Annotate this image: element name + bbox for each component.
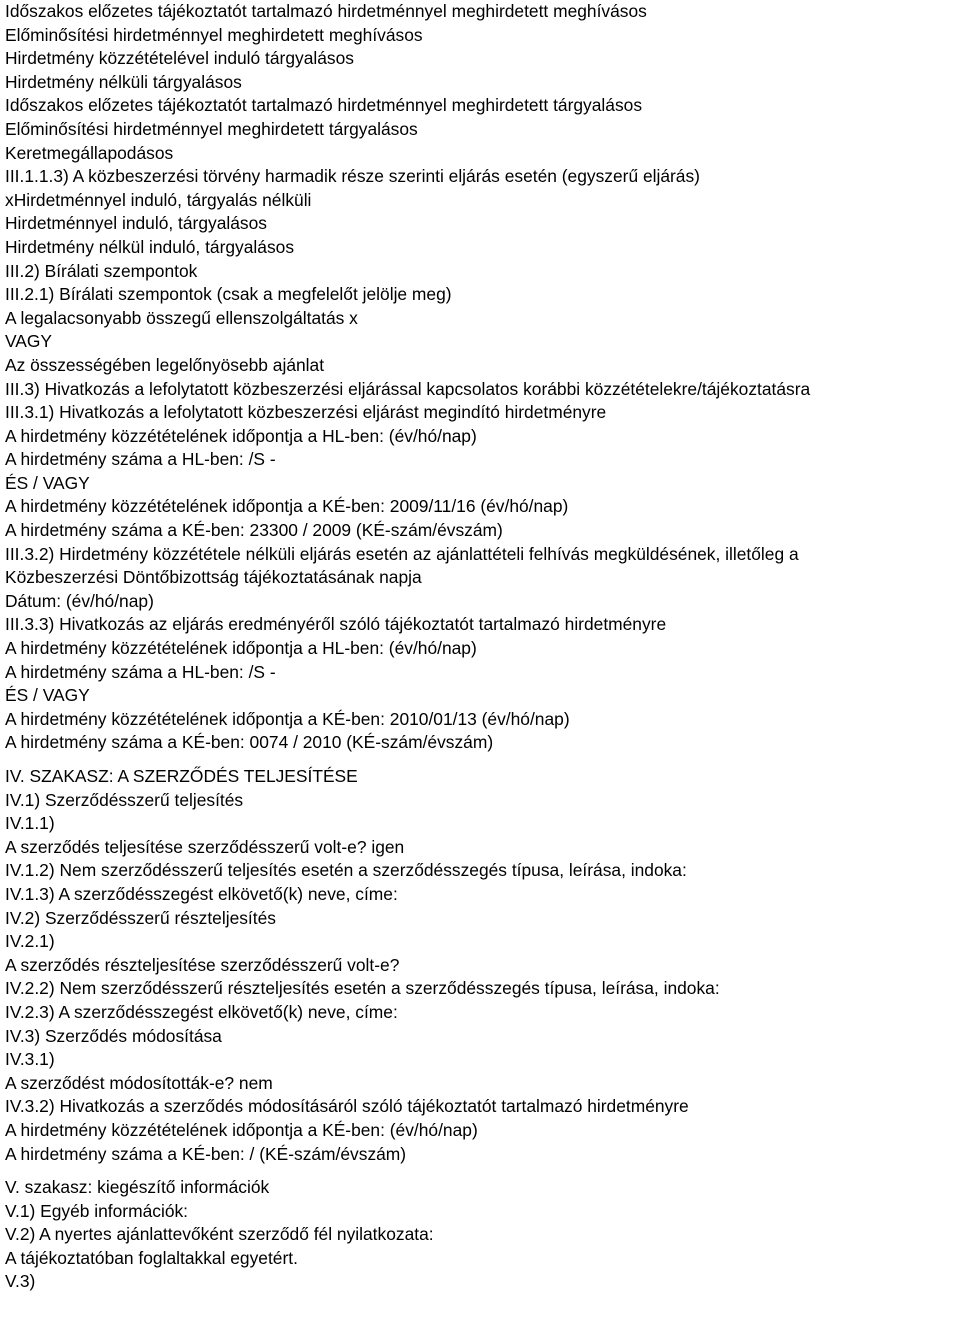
document-line: A szerződés teljesítése szerződésszerű volt-e? igen <box>5 836 405 857</box>
document-line: IV.3) Szerződés módosítása <box>5 1025 222 1046</box>
document-line: Az összességében legelőnyösebb ajánlat <box>5 354 325 375</box>
document-line: III.3.2) Hirdetmény közzététele nélküli eljárás esetén az ajánlattételi felhívás megküldésének, illetőleg a <box>5 543 799 564</box>
document-line: V.2) A nyertes ajánlattevőként szerződő fél nyilatkozata: <box>5 1224 434 1245</box>
document-line: ÉS / VAGY <box>5 685 90 706</box>
document-line: Keretmegállapodásos <box>5 142 174 163</box>
document-line: VAGY <box>5 331 53 352</box>
document-line: IV.3.1) <box>5 1049 55 1070</box>
document-line: III.3.1) Hivatkozás a lefolytatott közbeszerzési eljárást megindító hirdetményre <box>5 402 607 423</box>
document-line: III.2) Bírálati szempontok <box>5 260 198 281</box>
document-line: A hirdetmény száma a KÉ-ben: 0074 / 2010 (KÉ-szám/évszám) <box>5 732 494 753</box>
document-line: III.1.1.3) A közbeszerzési törvény harmadik része szerinti eljárás esetén (egyszerű eljárás) <box>5 166 700 187</box>
document-line: A hirdetmény közzétételének időpontja a KÉ-ben: 2010/01/13 (év/hó/nap) <box>5 708 570 729</box>
document-line: Közbeszerzési Döntőbizottság tájékoztatásának napja <box>5 567 422 588</box>
document-line: IV.2) Szerződésszerű részteljesítés <box>5 907 276 928</box>
section-iii-block <box>5 0 955 755</box>
document-line: V. szakasz: kiegészítő információk <box>5 1177 270 1198</box>
document-line: ÉS / VAGY <box>5 472 90 493</box>
document-line: A tájékoztatóban foglaltakkal egyetért. <box>5 1247 298 1268</box>
section-iv-block <box>5 765 955 1166</box>
document-line: Hirdetmény nélküli tárgyalásos <box>5 71 242 92</box>
document-line: Hirdetménnyel induló, tárgyalásos <box>5 213 267 234</box>
section-v-block <box>5 1176 955 1294</box>
document-line: Hirdetmény nélkül induló, tárgyalásos <box>5 236 295 257</box>
document-line: A hirdetmény közzétételének időpontja a KÉ-ben: (év/hó/nap) <box>5 1119 478 1140</box>
document-line: A hirdetmény száma a HL-ben: /S - <box>5 449 276 470</box>
document-line: A legalacsonyabb összegű ellenszolgáltatás x <box>5 307 358 328</box>
document-line: A hirdetmény közzétételének időpontja a HL-ben: (év/hó/nap) <box>5 638 477 659</box>
section-gap <box>5 1166 955 1176</box>
document-line: IV.2.2) Nem szerződésszerű részteljesítés esetén a szerződésszegés típusa, leírása, indoka: <box>5 978 720 999</box>
document-line: III.2.1) Bírálati szempontok (csak a megfelelőt jelölje meg) <box>5 284 452 305</box>
document-line: III.3.3) Hivatkozás az eljárás eredményéről szóló tájékoztatót tartalmazó hirdetményre <box>5 614 667 635</box>
document-line: Időszakos előzetes tájékoztatót tartalmazó hirdetménnyel meghirdetett meghívásos <box>5 1 647 21</box>
document-line: IV.1.2) Nem szerződésszerű teljesítés esetén a szerződésszegés típusa, leírása, indoka: <box>5 860 687 881</box>
document-line: A hirdetmény száma a KÉ-ben: 23300 / 2009 (KÉ-szám/évszám) <box>5 520 503 541</box>
document-line: A hirdetmény közzétételének időpontja a KÉ-ben: 2009/11/16 (év/hó/nap) <box>5 496 569 517</box>
document-line: Előminősítési hirdetménnyel meghirdetett tárgyalásos <box>5 118 418 139</box>
document-line: IV.1.1) <box>5 813 55 834</box>
document-line: Hirdetmény közzétételével induló tárgyalásos <box>5 48 354 69</box>
document-line: A szerződést módosították-e? nem <box>5 1072 273 1093</box>
document-line: Dátum: (év/hó/nap) <box>5 590 154 611</box>
document-line: IV. SZAKASZ: A SZERZŐDÉS TELJESÍTÉSE <box>5 766 358 786</box>
document-line: A hirdetmény közzétételének időpontja a HL-ben: (év/hó/nap) <box>5 425 477 446</box>
document-line: A hirdetmény száma a KÉ-ben: / (KÉ-szám/évszám) <box>5 1143 407 1164</box>
document-line: IV.2.3) A szerződésszegést elkövető(k) neve, címe: <box>5 1001 398 1022</box>
document-line: A hirdetmény száma a HL-ben: /S - <box>5 661 276 682</box>
document-line: A szerződés részteljesítése szerződésszerű volt-e? <box>5 954 400 975</box>
document-line: V.1) Egyéb információk: <box>5 1200 189 1221</box>
section-gap <box>5 755 955 765</box>
document-line: IV.1) Szerződésszerű teljesítés <box>5 789 244 810</box>
document-line: V.3) <box>5 1271 36 1292</box>
document-line: IV.3.2) Hivatkozás a szerződés módosításáról szóló tájékoztatót tartalmazó hirdetményre <box>5 1096 689 1117</box>
document-line: IV.2.1) <box>5 931 55 952</box>
document-page <box>5 0 955 1294</box>
document-line: Előminősítési hirdetménnyel meghirdetett meghívásos <box>5 24 423 45</box>
document-line: IV.1.3) A szerződésszegést elkövető(k) neve, címe: <box>5 883 398 904</box>
document-line: xHirdetménnyel induló, tárgyalás nélküli <box>5 189 312 210</box>
document-line: Időszakos előzetes tájékoztatót tartalmazó hirdetménnyel meghirdetett tárgyalásos <box>5 95 643 116</box>
document-line: III.3) Hivatkozás a lefolytatott közbeszerzési eljárással kapcsolatos korábbi közzétételekre/tájékoztatásra <box>5 378 811 399</box>
